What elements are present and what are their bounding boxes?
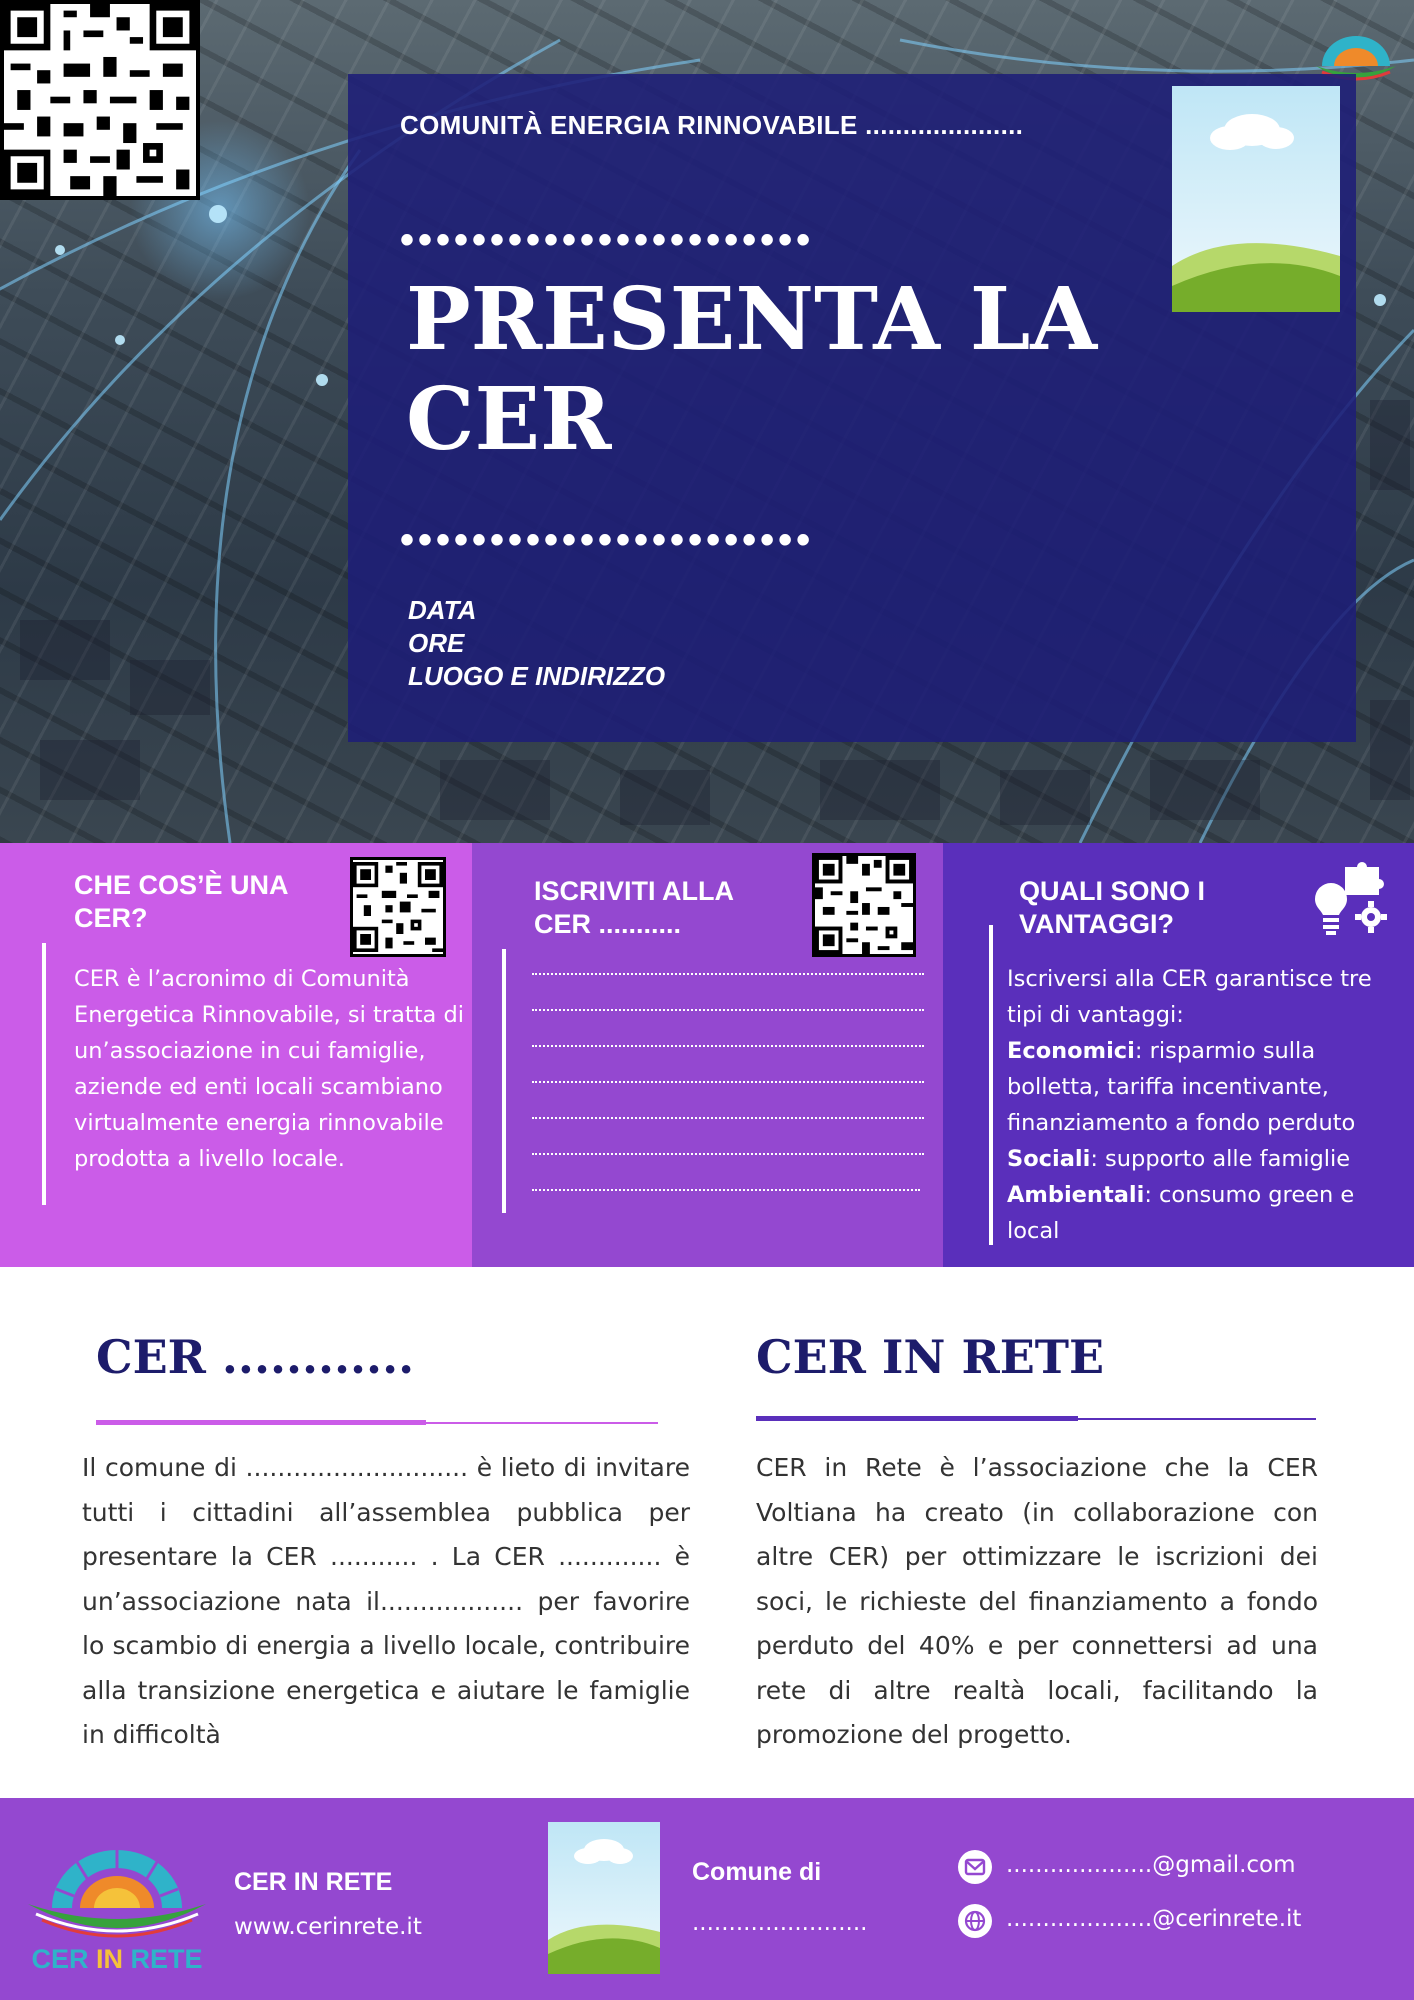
title-underline — [756, 1416, 1078, 1421]
hero-section — [0, 0, 1414, 843]
info-advantages — [943, 843, 1414, 1267]
info-subscribe — [472, 843, 943, 1267]
email-address-2[interactable]: ....................@cerinrete.it — [1006, 1906, 1302, 1932]
hero-dots-bottom: ••••••••••••••••••••••• — [400, 518, 815, 562]
hero-subtitle: COMUNITÀ ENERGIA RINNOVABILE ..................... — [400, 110, 1024, 140]
subscribe-title: ISCRIVITI ALLA CER ........... — [534, 876, 733, 939]
org-name: CER IN RETE — [234, 1868, 393, 1896]
mail-icon-graphic — [958, 1850, 992, 1884]
signup-line[interactable] — [532, 1081, 924, 1083]
divider-bar — [989, 925, 993, 1245]
environmental-label: Ambientali — [1007, 1182, 1145, 1208]
cer-local-text: Il comune di ............................ è lieto di invitare tutti i cittadini all’assemblea pubblica per presentare la CER ........... . La CER ............. è un’associazione nata il.................. per favorire lo scambio di energia a livello locale, contribuire alla transizione energetica e aiutare le famiglie in difficoltà — [82, 1453, 690, 1749]
signup-line[interactable] — [532, 1045, 924, 1047]
event-time-label: ORE — [408, 628, 465, 658]
landscape-placeholder-icon — [548, 1822, 660, 1974]
qr-code-subscribe[interactable] — [812, 853, 916, 957]
comune-label: Comune di — [692, 1858, 822, 1886]
title-underline-thin — [1078, 1418, 1316, 1420]
qr-code-graphic — [353, 860, 443, 954]
website-link[interactable]: www.cerinrete.it — [234, 1914, 422, 1940]
comune-value: ........................ — [692, 1910, 868, 1936]
social-text: : supporto alle famiglie — [1090, 1146, 1351, 1172]
hero-title: PRESENTA LA CER — [406, 269, 1098, 470]
environmental-text: : consumo green e local — [1007, 1182, 1355, 1244]
advantages-title: QUALI SONO I VANTAGGI? — [1019, 876, 1206, 939]
email-address[interactable]: ....................@gmail.com — [1006, 1852, 1296, 1878]
landscape-placeholder-icon — [1172, 86, 1340, 312]
what-is-cer-title: CHE COS’È UNA CER? — [74, 870, 288, 933]
cer-local-title: CER ............ — [96, 1330, 415, 1384]
event-place-label: LUOGO E INDIRIZZO — [408, 661, 666, 691]
qr-code-info[interactable] — [350, 857, 446, 957]
info-what-is-cer — [0, 843, 472, 1267]
signup-line[interactable] — [532, 1189, 920, 1191]
divider-bar — [42, 943, 46, 1205]
hero-panel — [348, 74, 1356, 742]
signup-line[interactable] — [532, 1153, 924, 1155]
what-is-cer-text: CER è l’acronimo di Comunità Energetica Rinnovabile, si tratta di un’associazione in cui famiglie, aziende ed enti locali scambiano virtualmente energia rinnovabile prodotta a livello locale. — [74, 966, 464, 1172]
lightbulb-puzzle-gear-icon — [1309, 861, 1387, 939]
cer-in-rete-title: CER IN RETE — [756, 1330, 1105, 1384]
divider-bar — [502, 949, 506, 1213]
globe-icon — [958, 1904, 992, 1938]
advantages-text — [1007, 961, 1407, 1249]
hero-dots-top: ••••••••••••••••••••••• — [400, 218, 815, 262]
economic-label: Economici — [1007, 1038, 1135, 1064]
qr-code[interactable] — [0, 0, 200, 200]
logo-wordmark: CER IN RETE — [31, 1944, 203, 1974]
signup-line[interactable] — [532, 1117, 924, 1119]
logo-graphic — [22, 1834, 212, 1944]
footer — [0, 1798, 1414, 2000]
globe-icon-graphic — [958, 1904, 992, 1938]
advantages-intro: Iscriversi alla CER garantisce tre tipi di vantaggi: — [1007, 966, 1372, 1028]
comune-logo-placeholder — [548, 1822, 660, 1974]
hero-event-details — [408, 594, 665, 693]
qr-code-graphic — [4, 4, 196, 196]
signup-line[interactable] — [532, 973, 924, 975]
cer-in-rete-logo — [22, 1834, 212, 1974]
cer-in-rete-text: CER in Rete è l’associazione che la CER Voltiana ha creato (in collaborazione con altre CER) per ottimizzare le iscrizioni dei soci, le richieste del finanziamento a fondo perduto del 40% e per connettersi ad una rete di altre realtà locali, facilitando la promozione del progetto. — [756, 1453, 1318, 1749]
event-date-label: DATA — [408, 595, 477, 625]
economic-text: : risparmio sulla bolletta, tariffa incentivante, finanziamento a fondo perduto — [1007, 1038, 1356, 1136]
comune-logo-placeholder — [1172, 86, 1340, 312]
social-label: Sociali — [1007, 1146, 1091, 1172]
signup-line[interactable] — [532, 1009, 924, 1011]
mail-icon — [958, 1850, 992, 1884]
title-underline — [96, 1420, 426, 1425]
info-band — [0, 843, 1414, 1267]
qr-code-graphic — [815, 856, 913, 954]
title-underline-thin — [426, 1422, 658, 1424]
